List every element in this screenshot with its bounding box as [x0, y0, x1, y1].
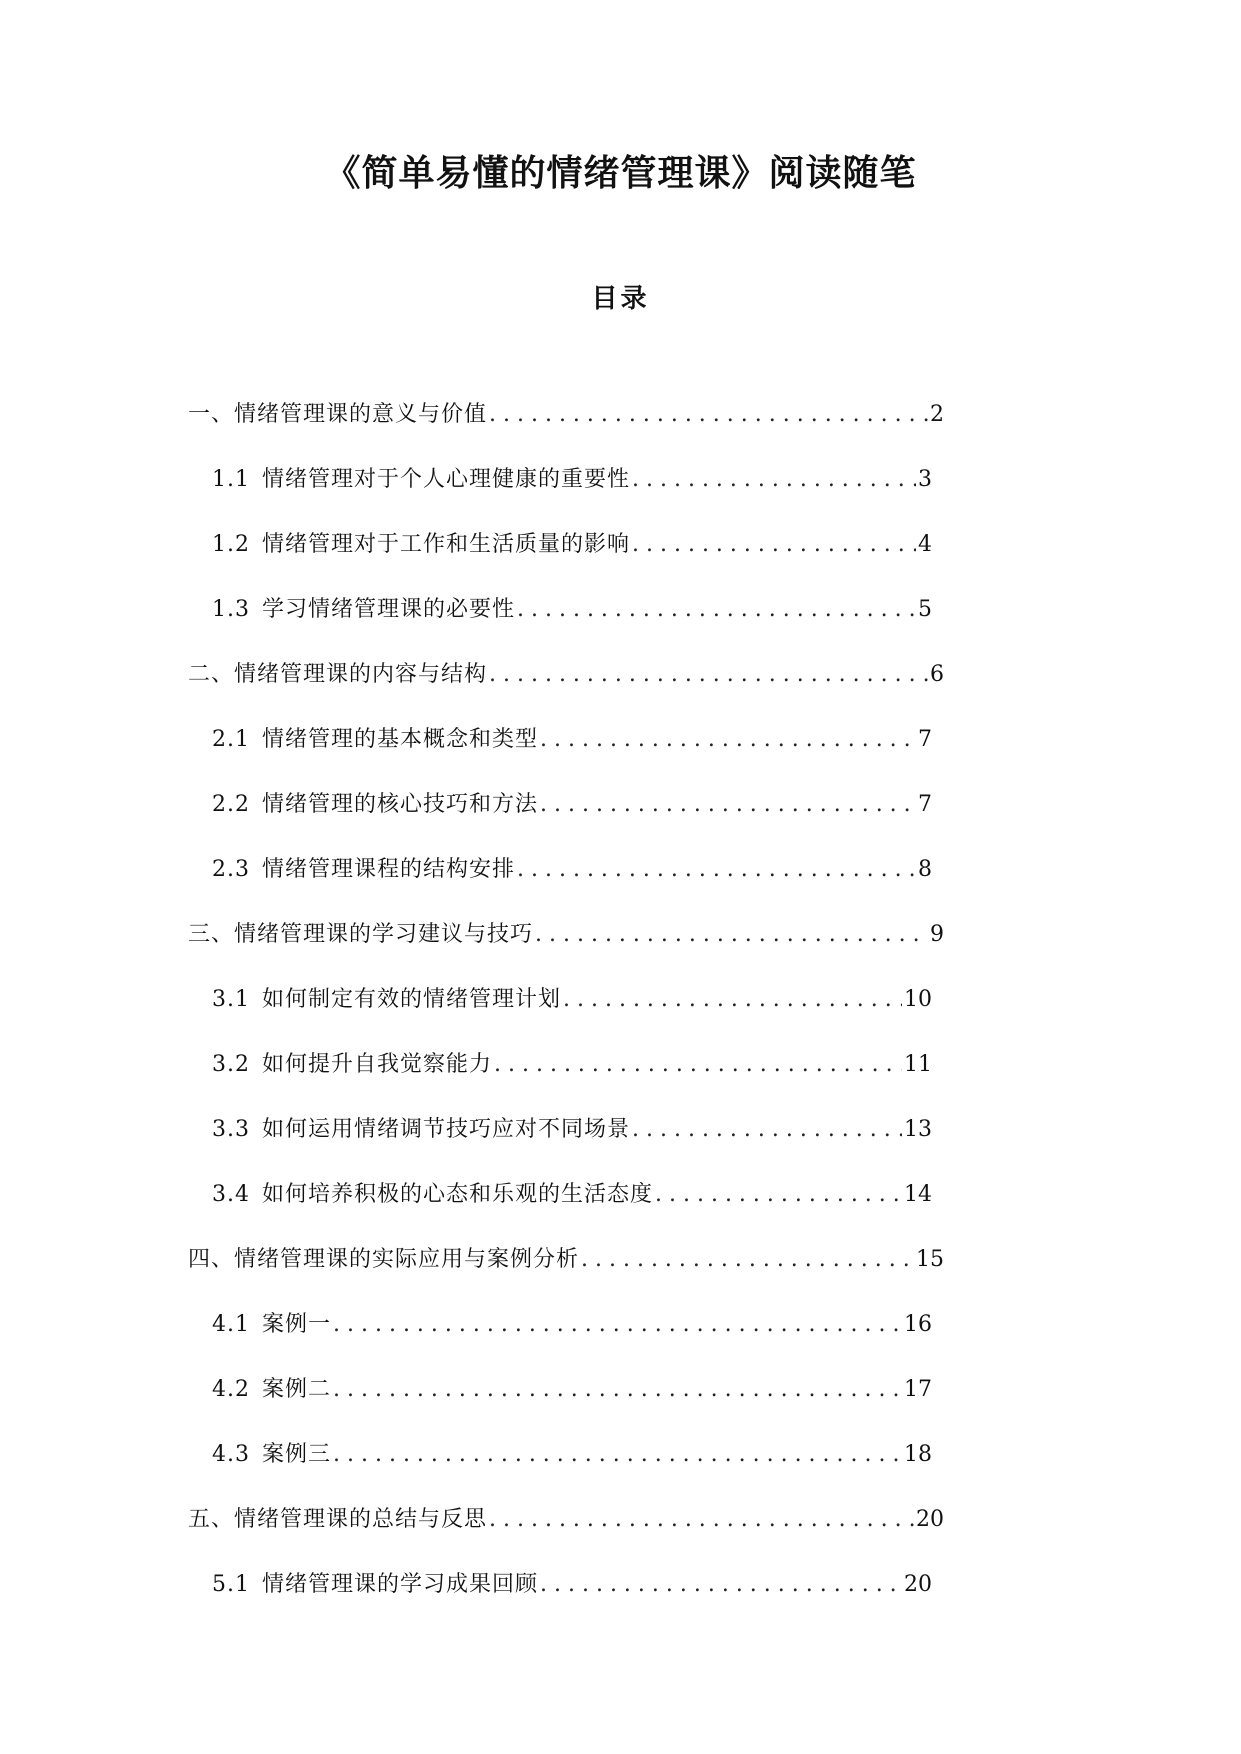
toc-leader-dots — [540, 725, 916, 755]
toc-entry-number: 5.1 — [212, 1571, 250, 1597]
toc-page-number: 2 — [930, 401, 944, 427]
toc-entry-number: 1.3 — [212, 596, 250, 622]
toc-entry-subsection[interactable] — [0, 1097, 932, 1162]
toc-entry-text: 如何制定有效的情绪管理计划 — [262, 986, 562, 1012]
toc-entry-text: 情绪管理对于工作和生活质量的影响 — [262, 531, 631, 557]
toc-page-number: 7 — [918, 791, 932, 817]
toc-entry-number: 4.1 — [212, 1311, 250, 1337]
toc-entry-number: 3.1 — [212, 986, 250, 1012]
toc-entry-subsection[interactable] — [0, 1422, 932, 1487]
toc-page-number: 11 — [904, 1051, 932, 1077]
document-title: 《简单易懂的情绪管理课》阅读随笔 — [324, 153, 917, 194]
toc-entry-number: 4.2 — [212, 1376, 250, 1402]
toc-leader-dots — [517, 855, 916, 885]
toc-leader-dots — [581, 1245, 914, 1275]
toc-entry-subsection[interactable] — [0, 837, 932, 902]
toc-leader-dots — [333, 1375, 902, 1405]
toc-page-number: 17 — [904, 1376, 932, 1402]
toc-heading: 目录 — [591, 284, 650, 314]
toc-entry-subsection[interactable] — [0, 1552, 932, 1617]
toc-leader-dots — [563, 985, 902, 1015]
toc-page-number: 10 — [904, 986, 932, 1012]
toc-entry-text: 四、情绪管理课的实际应用与案例分析 — [188, 1246, 580, 1272]
toc-page-number: 5 — [918, 596, 932, 622]
toc-entry-number: 2.1 — [212, 726, 250, 752]
toc-entry-subsection[interactable] — [0, 967, 932, 1032]
toc-page-number: 20 — [904, 1571, 932, 1597]
toc-entry-text: 如何培养积极的心态和乐观的生活态度 — [262, 1181, 654, 1207]
toc-leader-dots — [535, 920, 928, 950]
toc-page-number: 3 — [918, 466, 932, 492]
toc-leader-dots — [632, 1115, 902, 1145]
toc-entry-subsection[interactable] — [0, 447, 932, 512]
toc-leader-dots — [489, 400, 928, 430]
toc-entry-number: 1.1 — [212, 466, 250, 492]
toc-entry-section[interactable] — [0, 1487, 944, 1552]
toc-leader-dots — [540, 1570, 902, 1600]
toc-entry-number: 2.2 — [212, 791, 250, 817]
toc-page-number: 6 — [930, 661, 944, 687]
toc-entry-number: 3.2 — [212, 1051, 250, 1077]
toc-entry-number: 3.3 — [212, 1116, 250, 1142]
toc-entry-subsection[interactable] — [0, 577, 932, 642]
toc-entry-subsection[interactable] — [0, 1357, 932, 1422]
toc-entry-text: 三、情绪管理课的学习建议与技巧 — [188, 921, 534, 947]
toc-entry-subsection[interactable] — [0, 1292, 932, 1357]
toc-entry-subsection[interactable] — [0, 707, 932, 772]
toc-entry-number: 3.4 — [212, 1181, 250, 1207]
toc-entry-section[interactable] — [0, 902, 944, 967]
toc-page-number: 15 — [916, 1246, 944, 1272]
toc-leader-dots — [655, 1180, 902, 1210]
toc-entry-text: 学习情绪管理课的必要性 — [262, 596, 516, 622]
table-of-contents — [0, 382, 1241, 1617]
toc-entry-text: 如何提升自我觉察能力 — [262, 1051, 493, 1077]
toc-entry-text: 一、情绪管理课的意义与价值 — [188, 401, 488, 427]
toc-entry-text: 情绪管理对于个人心理健康的重要性 — [262, 466, 631, 492]
toc-page-number: 13 — [904, 1116, 932, 1142]
toc-page-number: 8 — [918, 856, 932, 882]
toc-page-number: 20 — [916, 1506, 944, 1532]
toc-page-number: 18 — [904, 1441, 932, 1467]
toc-entry-section[interactable] — [0, 1227, 944, 1292]
toc-leader-dots — [494, 1050, 902, 1080]
toc-leader-dots — [489, 660, 928, 690]
toc-entry-text: 情绪管理的核心技巧和方法 — [262, 791, 539, 817]
toc-entry-text: 案例一 — [262, 1311, 332, 1337]
toc-entry-number: 1.2 — [212, 531, 250, 557]
toc-entry-text: 情绪管理的基本概念和类型 — [262, 726, 539, 752]
toc-entry-subsection[interactable] — [0, 1162, 932, 1227]
toc-leader-dots — [632, 530, 916, 560]
toc-page-number: 7 — [918, 726, 932, 752]
toc-entry-number: 2.3 — [212, 856, 250, 882]
toc-page-number: 14 — [904, 1181, 932, 1207]
toc-entry-text: 案例二 — [262, 1376, 332, 1402]
toc-entry-text: 情绪管理课的学习成果回顾 — [262, 1571, 539, 1597]
toc-page-number: 9 — [930, 921, 944, 947]
toc-entry-subsection[interactable] — [0, 1032, 932, 1097]
toc-leader-dots — [333, 1310, 902, 1340]
toc-leader-dots — [517, 595, 916, 625]
toc-leader-dots — [489, 1505, 914, 1535]
toc-entry-text: 情绪管理课程的结构安排 — [262, 856, 516, 882]
toc-leader-dots — [540, 790, 916, 820]
toc-page-number: 16 — [904, 1311, 932, 1337]
toc-entry-text: 二、情绪管理课的内容与结构 — [188, 661, 488, 687]
toc-entry-text: 五、情绪管理课的总结与反思 — [188, 1506, 488, 1532]
toc-leader-dots — [632, 465, 916, 495]
toc-leader-dots — [333, 1440, 902, 1470]
toc-entry-section[interactable] — [0, 382, 944, 447]
toc-entry-text: 案例三 — [262, 1441, 332, 1467]
toc-entry-subsection[interactable] — [0, 512, 932, 577]
toc-entry-section[interactable] — [0, 642, 944, 707]
toc-entry-subsection[interactable] — [0, 772, 932, 837]
toc-page-number: 4 — [918, 531, 932, 557]
toc-entry-number: 4.3 — [212, 1441, 250, 1467]
toc-entry-text: 如何运用情绪调节技巧应对不同场景 — [262, 1116, 631, 1142]
